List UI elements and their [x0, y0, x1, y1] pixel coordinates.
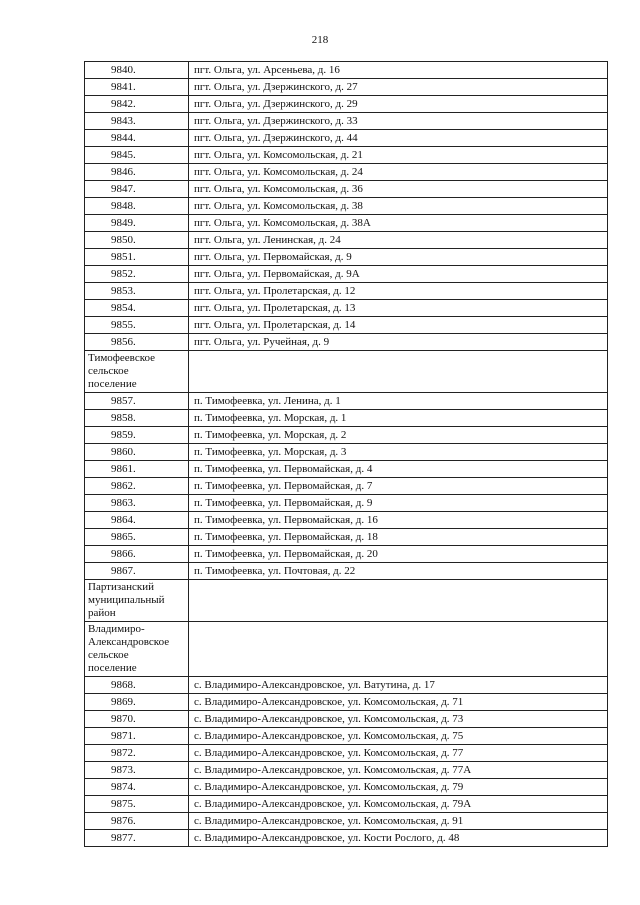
row-number: 9843.: [85, 113, 189, 130]
row-number: 9859.: [85, 427, 189, 444]
row-number: 9863.: [85, 495, 189, 512]
row-address: пгт. Ольга, ул. Пролетарская, д. 14: [189, 317, 608, 334]
row-address: п. Тимофеевка, ул. Первомайская, д. 16: [189, 512, 608, 529]
table-row: [85, 147, 608, 164]
row-number: 9877.: [85, 830, 189, 847]
table-row: [85, 813, 608, 830]
page-number: 218: [311, 34, 329, 46]
row-number: 9873.: [85, 762, 189, 779]
row-address: п. Тимофеевка, ул. Морская, д. 3: [189, 444, 608, 461]
row-address: пгт. Ольга, ул. Ленинская, д. 24: [189, 232, 608, 249]
table-row: [85, 215, 608, 232]
table-row: [85, 461, 608, 478]
row-address: пгт. Ольга, ул. Пролетарская, д. 13: [189, 300, 608, 317]
row-number: 9867.: [85, 563, 189, 580]
table-row: [85, 317, 608, 334]
table-row: [85, 96, 608, 113]
row-address: п. Тимофеевка, ул. Первомайская, д. 9: [189, 495, 608, 512]
row-address: пгт. Ольга, ул. Первомайская, д. 9А: [189, 266, 608, 283]
section-title-line: Александровское: [88, 636, 170, 648]
row-address: с. Владимиро-Александровское, ул. Комсомольская, д. 91: [189, 813, 608, 830]
section-title-line: поселение: [88, 662, 137, 674]
table-row: [85, 266, 608, 283]
table-row: [85, 796, 608, 813]
row-number: 9854.: [85, 300, 189, 317]
row-address: с. Владимиро-Александровское, ул. Комсомольская, д. 75: [189, 728, 608, 745]
row-number: 9850.: [85, 232, 189, 249]
row-number: 9851.: [85, 249, 189, 266]
section-title-line: поселение: [88, 378, 137, 390]
row-number: 9866.: [85, 546, 189, 563]
table-row: [85, 113, 608, 130]
row-number: 9874.: [85, 779, 189, 796]
table-row: [85, 393, 608, 410]
row-number: 9872.: [85, 745, 189, 762]
row-address: п. Тимофеевка, ул. Первомайская, д. 20: [189, 546, 608, 563]
section-header-row: [85, 580, 608, 622]
table-row: [85, 745, 608, 762]
row-number: 9861.: [85, 461, 189, 478]
row-number: 9857.: [85, 393, 189, 410]
section-title-line: муниципальный: [88, 594, 165, 606]
row-number: 9848.: [85, 198, 189, 215]
address-registry-table: [84, 61, 608, 847]
row-number: 9864.: [85, 512, 189, 529]
row-number: 9855.: [85, 317, 189, 334]
row-number: 9865.: [85, 529, 189, 546]
row-number: 9847.: [85, 181, 189, 198]
table-row: [85, 164, 608, 181]
section-empty-cell: [189, 622, 608, 677]
section-title-line: сельское: [88, 649, 129, 661]
table-row: [85, 677, 608, 694]
row-number: 9876.: [85, 813, 189, 830]
table-row: [85, 711, 608, 728]
row-address: с. Владимиро-Александровское, ул. Комсомольская, д. 71: [189, 694, 608, 711]
section-empty-cell: [189, 580, 608, 622]
row-address: пгт. Ольга, ул. Дзержинского, д. 44: [189, 130, 608, 147]
table-row: [85, 300, 608, 317]
section-title-line: Партизанский: [88, 581, 154, 593]
row-address: пгт. Ольга, ул. Комсомольская, д. 38А: [189, 215, 608, 232]
row-number: 9845.: [85, 147, 189, 164]
table-row: [85, 728, 608, 745]
section-title-line: Тимофеевское: [88, 352, 155, 364]
row-address: с. Владимиро-Александровское, ул. Ватутина, д. 17: [189, 677, 608, 694]
section-title: [85, 351, 189, 393]
section-title: [85, 622, 189, 677]
table-row: [85, 198, 608, 215]
row-number: 9841.: [85, 79, 189, 96]
row-address: пгт. Ольга, ул. Комсомольская, д. 36: [189, 181, 608, 198]
table-row: [85, 334, 608, 351]
row-address: с. Владимиро-Александровское, ул. Комсомольская, д. 77: [189, 745, 608, 762]
table-row: [85, 830, 608, 847]
registry-body: [85, 62, 608, 847]
table-row: [85, 478, 608, 495]
table-row: [85, 762, 608, 779]
row-number: 9862.: [85, 478, 189, 495]
section-title: [85, 580, 189, 622]
row-address: п. Тимофеевка, ул. Первомайская, д. 4: [189, 461, 608, 478]
table-row: [85, 546, 608, 563]
row-address: п. Тимофеевка, ул. Первомайская, д. 18: [189, 529, 608, 546]
row-address: пгт. Ольга, ул. Комсомольская, д. 21: [189, 147, 608, 164]
table-row: [85, 495, 608, 512]
row-number: 9869.: [85, 694, 189, 711]
row-address: п. Тимофеевка, ул. Ленина, д. 1: [189, 393, 608, 410]
section-empty-cell: [189, 351, 608, 393]
table-row: [85, 249, 608, 266]
row-address: пгт. Ольга, ул. Комсомольская, д. 38: [189, 198, 608, 215]
row-address: пгт. Ольга, ул. Дзержинского, д. 29: [189, 96, 608, 113]
row-address: пгт. Ольга, ул. Арсеньева, д. 16: [189, 62, 608, 79]
row-number: 9868.: [85, 677, 189, 694]
row-address: с. Владимиро-Александровское, ул. Комсомольская, д. 73: [189, 711, 608, 728]
row-address: п. Тимофеевка, ул. Первомайская, д. 7: [189, 478, 608, 495]
row-address: п. Тимофеевка, ул. Морская, д. 2: [189, 427, 608, 444]
table-row: [85, 444, 608, 461]
row-number: 9858.: [85, 410, 189, 427]
row-address: пгт. Ольга, ул. Первомайская, д. 9: [189, 249, 608, 266]
table-row: [85, 410, 608, 427]
table-row: [85, 62, 608, 79]
row-number: 9871.: [85, 728, 189, 745]
row-address: пгт. Ольга, ул. Пролетарская, д. 12: [189, 283, 608, 300]
section-title-line: сельское: [88, 365, 129, 377]
row-address: с. Владимиро-Александровское, ул. Комсомольская, д. 77А: [189, 762, 608, 779]
table-row: [85, 79, 608, 96]
row-number: 9856.: [85, 334, 189, 351]
table-row: [85, 529, 608, 546]
row-number: 9842.: [85, 96, 189, 113]
row-number: 9860.: [85, 444, 189, 461]
row-address: с. Владимиро-Александровское, ул. Комсомольская, д. 79А: [189, 796, 608, 813]
section-title-line: район: [88, 607, 116, 619]
row-address: с. Владимиро-Александровское, ул. Кости Рослого, д. 48: [189, 830, 608, 847]
table-row: [85, 181, 608, 198]
row-number: 9846.: [85, 164, 189, 181]
table-row: [85, 563, 608, 580]
row-number: 9849.: [85, 215, 189, 232]
table-row: [85, 427, 608, 444]
row-number: 9844.: [85, 130, 189, 147]
row-number: 9840.: [85, 62, 189, 79]
table-row: [85, 232, 608, 249]
table-row: [85, 283, 608, 300]
row-number: 9852.: [85, 266, 189, 283]
row-address: пгт. Ольга, ул. Комсомольская, д. 24: [189, 164, 608, 181]
row-address: пгт. Ольга, ул. Дзержинского, д. 33: [189, 113, 608, 130]
section-title-line: Владимиро-: [88, 623, 145, 635]
row-address: п. Тимофеевка, ул. Почтовая, д. 22: [189, 563, 608, 580]
table-row: [85, 130, 608, 147]
row-number: 9875.: [85, 796, 189, 813]
row-address: пгт. Ольга, ул. Ручейная, д. 9: [189, 334, 608, 351]
section-header-row: [85, 351, 608, 393]
table-row: [85, 512, 608, 529]
row-number: 9853.: [85, 283, 189, 300]
section-header-row: [85, 622, 608, 677]
row-address: пгт. Ольга, ул. Дзержинского, д. 27: [189, 79, 608, 96]
row-address: с. Владимиро-Александровское, ул. Комсомольская, д. 79: [189, 779, 608, 796]
table-row: [85, 779, 608, 796]
row-address: п. Тимофеевка, ул. Морская, д. 1: [189, 410, 608, 427]
row-number: 9870.: [85, 711, 189, 728]
table-row: [85, 694, 608, 711]
